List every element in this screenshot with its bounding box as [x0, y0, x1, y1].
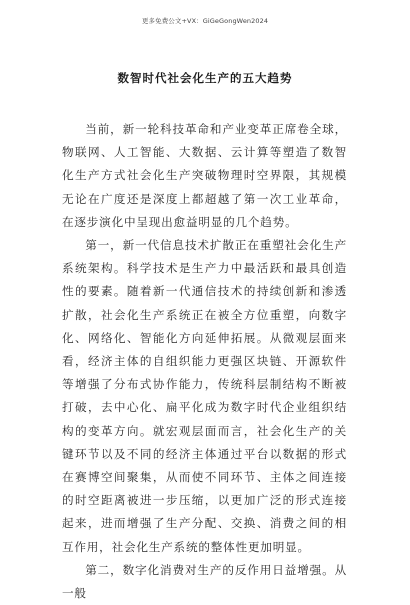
document-title: 数智时代社会化生产的五大趋势: [117, 71, 293, 85]
document-body: [62, 118, 347, 605]
paragraph: 第一，新一代信息技术扩散正在重塑社会化生产系统架构。科学技术是生产力中最活跃和最具创造性的要素。随着新一代通信技术的持续创新和渗透扩散，社会化生产系统正在被全方位重塑，向数字化、网络化、智能化方向延伸拓展。从微观层面来看，经济主体的自组织能力更强区块链、开源软件等增强了分布式协作能力，传统科层制结构不断被打破，去中心化、扁平化成为数字时代企业组织结构的变革方向。就宏观层面而言，社会化生产的关键环节以及不同的经济主体通过平台以数据的形式在赛博空间聚集，从而使不同环节、主体之间连接的时空距离被进一步压缩，以更加广泛的形式连接起来，进而增强了生产分配、交换、消费之间的相互作用，社会化生产系统的整体性更加明显。: [62, 238, 347, 554]
paragraph: 第二，数字化消费对生产的反作用日益增强。从一般: [62, 562, 347, 601]
paragraph: 当前，新一轮科技革命和产业变革正席卷全球，物联网、人工智能、大数据、云计算等塑造了数智化生产方式社会化生产突破物理时空界限，其规模无论在广度还是深度上都超越了第一次工业革命，在逐步演化中呈现出愈益明显的几个趋势。: [62, 122, 347, 229]
header-note: 更多免费公文+VX：GiGeGongWen2024: [141, 17, 269, 25]
